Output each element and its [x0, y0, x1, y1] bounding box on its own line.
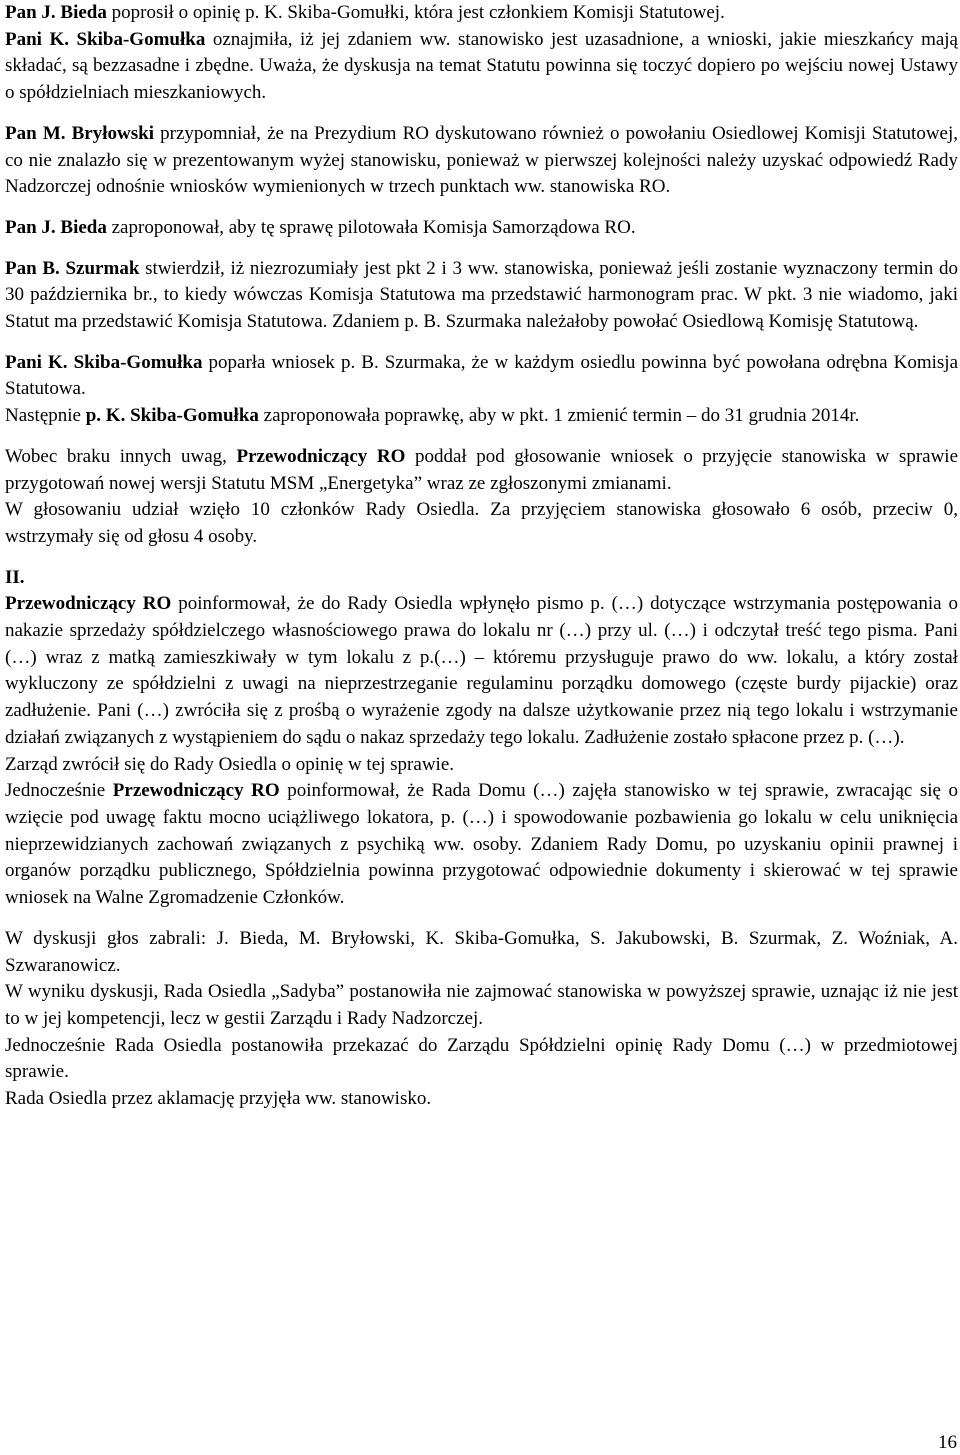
speaker-name: Pan B. Szurmak: [5, 257, 140, 279]
speaker-name: Przewodniczący RO: [5, 593, 172, 615]
paragraph-text: Rada Osiedla przez aklamację przyjęła ww. stanowisko.: [5, 1088, 432, 1110]
paragraph-text: W dyskusji głos zabrali: J. Bieda, M. Bryłowski, K. Skiba-Gomułka, S. Jakubowski, B. Szurmak, Z. Woźniak, A. Szwaranowicz.: [5, 927, 958, 976]
paragraph-text: oznajmiła, iż jej zdaniem ww. stanowisko jest uzasadnione, a wnioski, jakie mieszkańcy mają składać, są bezzasadne i zbędne. Uważa, że dyskusja na temat Statutu powinna się toczyć dopiero po wejściu nowej Ustawy o spółdzielniach mieszkaniowych.: [5, 28, 958, 104]
speaker-name: p. K. Skiba-Gomułka: [85, 405, 259, 427]
paragraph-text: W głosowaniu udział wzięło 10 członków Rady Osiedla. Za przyjęciem stanowiska głosowało 6 osób, przeciw 0, wstrzymały się od głosu 4 osoby.: [5, 499, 958, 547]
paragraph-text: poddał pod głosowanie wniosek o przyjęcie stanowiska w sprawie przygotowań nowej wersji Statutu MSM „Energetyka” wraz ze zgłoszonymi zmianami.: [5, 445, 959, 494]
paragraph-text: poparła wniosek p. B. Szurmaka, że w każdym osiedlu powinna być powołana odrębna Komisja Statutowa.: [5, 351, 959, 400]
speaker-name: Pani K. Skiba-Gomułka: [5, 28, 206, 50]
paragraph-text: Następnie: [5, 405, 86, 427]
paragraph-discussion-result: [5, 979, 958, 1032]
paragraph-chair-letter: [5, 591, 958, 751]
paragraph-bieda-proposal: [5, 215, 958, 242]
speaker-name: Pan M. Bryłowski: [5, 122, 154, 144]
document-page: [5, 0, 958, 1113]
paragraph-house-council: [5, 778, 958, 912]
paragraph-acclamation: [5, 1086, 958, 1113]
paragraph-skiba-support: [5, 350, 958, 403]
page-number: 16: [938, 1432, 957, 1453]
paragraph-text: zaproponowała poprawkę, aby w pkt. 1 zmienić termin – do 31 grudnia 2014r.: [258, 405, 860, 427]
paragraph-board-request: [5, 752, 958, 779]
paragraph-text: stwierdził, iż niezrozumiały jest pkt 2 i 3 ww. stanowiska, ponieważ jeśli zostanie wyznaczony termin do 30 października br., to kiedy wówczas Komisja Statutowa ma przedstawić harmonogram prac. W pkt. 3 nie wiadomo, jaki Statut ma przedstawić Komisja Statutowa. Zdaniem p. B. Szurmaka należałoby powołać Osiedlową Komisję Statutową.: [5, 257, 958, 333]
paragraph-text: Wobec braku innych uwag,: [5, 445, 237, 467]
paragraph-text: poinformował, że do Rady Osiedla wpłynęło pismo p. (…) dotyczące wstrzymania postępowania o nakazie sprzedaży spółdzielczego własnościowego prawa do lokalu nr (…) przy ul. (…) i odczytał treść tego pisma. Pani (…) wraz z matką zamieszkiwały w tym lokalu z p.(…) – któremu przysługuje prawo do ww. lokalu, a który został wykluczony ze spółdzielni z uwagi na nieprzestrzeganie regulaminu porządku domowego (częste burdy pijackie) oraz zadłużenie. Pani (…) zwróciła się z prośbą o wyrażenie zgody na dalsze użytkowanie przez nią tego lokalu i wstrzymanie działań związanych z wystąpieniem do sądu o nakaz sprzedaży tego lokalu. Zadłużenie zostało spłacone przez p. (…).: [5, 593, 958, 748]
paragraph-text: poinformował, że Rada Domu (…) zajęła stanowisko w tej sprawie, zwracając się o wzięcie pod uwagę faktu mocno uciążliwego lokatora, p. (…) i spowodowanie pozbawienia go lokalu w celu uniknięcia nieprzewidzianych zachowań związanych z psychiką ww. osoby. Zdaniem Rady Domu, po uzyskaniu opinii prawnej i organów porządku publicznego, Spółdzielnia powinna przygotować odpowiednie dokumenty i skierować w tej sprawie wniosek na Walne Zgromadzenie Członków.: [5, 780, 959, 909]
paragraph-vote-result: [5, 497, 958, 550]
section-heading-ii: II.: [5, 566, 25, 588]
paragraph-vote-call: [5, 444, 958, 497]
paragraph-bieda-request: [5, 0, 958, 27]
paragraph-skiba-opinion: [5, 27, 958, 107]
paragraph-szurmak: [5, 256, 958, 336]
paragraph-text: przypomniał, że na Prezydium RO dyskutowano również o powołaniu Osiedlowej Komisji Statutowej, co nie znalazło się w prezentowanym wyżej stanowisku, ponieważ w pierwszej kolejności należy uzyskać odpowiedź Rady Nadzorczej odnośnie wniosków wymienionych w trzech punktach ww. stanowiska RO.: [5, 122, 959, 198]
speaker-name: Przewodniczący RO: [236, 445, 406, 467]
paragraph-text: Jednocześnie: [5, 780, 113, 802]
paragraph-brylowski: [5, 121, 958, 201]
paragraph-text: poprosił o opinię p. K. Skiba-Gomułki, która jest członkiem Komisji Statutowej.: [106, 2, 725, 23]
paragraph-text: Zarząd zwrócił się do Rady Osiedla o opinię w tej sprawie.: [5, 753, 454, 775]
paragraph-text: W wyniku dyskusji, Rada Osiedla „Sadyba” postanowiła nie zajmować stanowiska w powyższej sprawie, uznając iż nie jest to w jej kompetencji, lecz w gestii Zarządu i Rady Nadzorczej.: [5, 981, 958, 1029]
paragraph-discussion-participants: [5, 926, 958, 979]
speaker-name: Pan J. Bieda: [5, 216, 107, 238]
speaker-name: Pani K. Skiba-Gomułka: [5, 351, 203, 373]
paragraph-text: Jednocześnie Rada Osiedla postanowiła przekazać do Zarządu Spółdzielni opinię Rady Domu (…) w przedmiotowej sprawie.: [5, 1034, 958, 1083]
speaker-name: Pan J. Bieda: [5, 2, 107, 23]
speaker-name: Przewodniczący RO: [112, 780, 280, 802]
paragraph-skiba-amendment: [5, 403, 958, 430]
paragraph-text: zaproponował, aby tę sprawę pilotowała Komisja Samorządowa RO.: [106, 216, 636, 238]
paragraph-forward-opinion: [5, 1033, 958, 1086]
